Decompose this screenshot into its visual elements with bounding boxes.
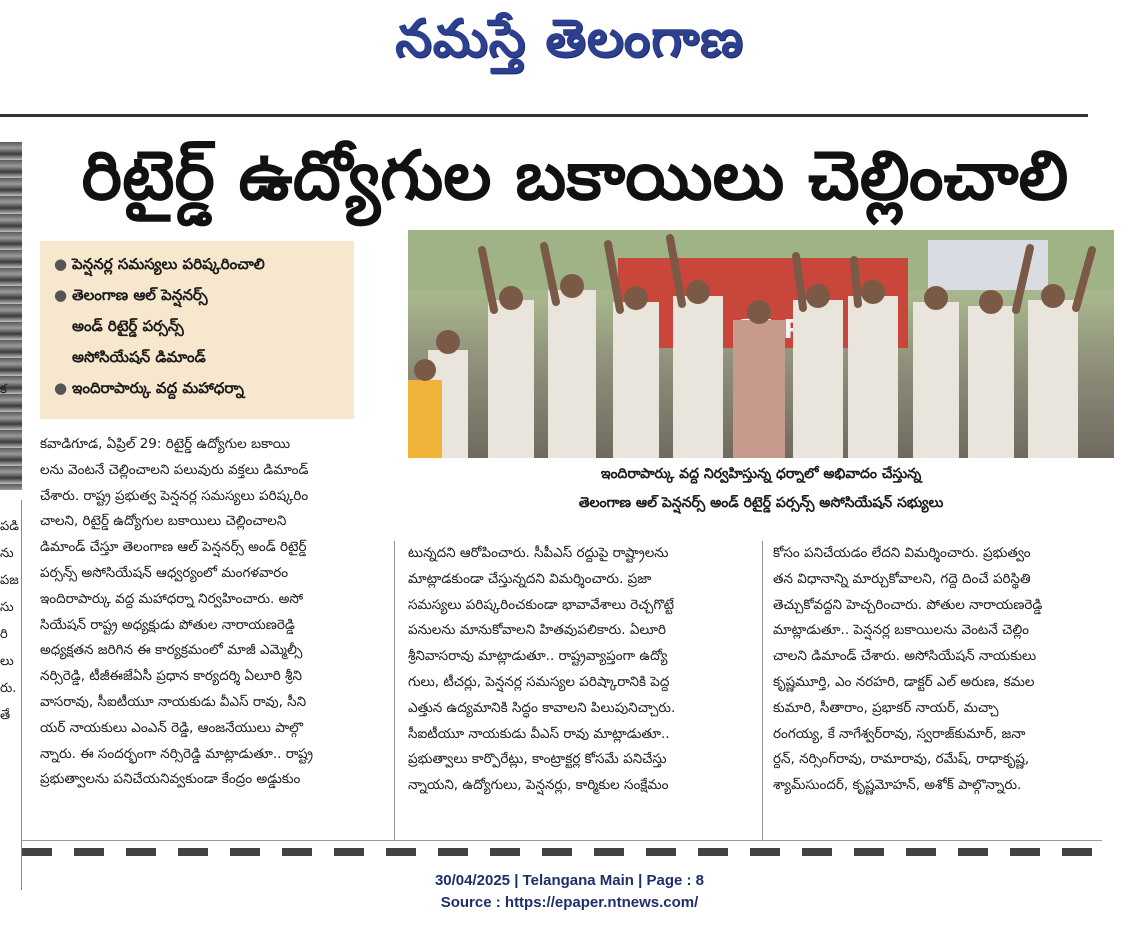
article-line: వాసరావు, సీఐటీయూ నాయకుడు వీఎస్ రావు, సీని <box>40 693 307 710</box>
next-article-fragment <box>22 848 1102 856</box>
column-divider <box>394 541 395 841</box>
fragment-text: తే <box>0 708 11 723</box>
bullet-icon: ● <box>54 379 68 397</box>
headline: రిటైర్డ్ ఉద్యోగుల బకాయిలు చెల్లించాలి <box>81 137 1069 216</box>
article-line: యర్ నాయకులు ఎంఎన్ రెడ్డి, ఆంజనేయులు పాల్గొ <box>40 719 304 736</box>
fragment-text: పడి <box>0 519 19 534</box>
article-line: ఎత్తున ఉద్యమానికి సిద్ధం కావాలని పిలుపునిచ్చారు. <box>408 699 676 716</box>
article-line: కృష్ణమూర్తి, ఎం నరహరి, డాక్టర్ ఎల్ అరుణ, కమల <box>773 673 1035 690</box>
highlight-item: ● ఇందిరాపార్కు వద్ద మహాధర్నా <box>54 373 348 404</box>
article-line: చాలని డిమాండ్ చేశారు. అసోసియేషన్ నాయకులు <box>773 648 1037 665</box>
page-footer <box>0 870 1139 914</box>
footer-source-link[interactable]: Source : https://epaper.ntnews.com/ <box>440 894 699 911</box>
fragment-text: సు <box>0 600 14 615</box>
article-column-3 <box>773 541 1113 799</box>
protest-photo <box>408 230 1114 458</box>
fragment-text: ను <box>0 546 14 561</box>
article-line: చాలని, రిటైర్డ్ ఉద్యోగుల బకాయిలు చెల్లించాలని <box>40 513 287 530</box>
protest-photo-illustration <box>408 230 1114 458</box>
article-line: కుమారి, సీతారాం, ప్రభాకర్ నాయర్, మచ్చా <box>773 699 999 716</box>
article-line: న్నాయని, ఉద్యోగులు, పెన్షనర్లు, కార్మికుల సంక్షేమం <box>408 777 669 794</box>
column-divider <box>762 541 763 841</box>
article-line: కోసం పనిచేయడం లేదని విమర్శించారు. ప్రభుత్వం <box>773 545 1031 561</box>
article-line: డిమాండ్ చేస్తూ తెలంగాణ ఆల్ పెన్షనర్స్ అండ్ రిటైర్డ్ <box>40 539 307 556</box>
adjacent-article-strip <box>0 120 22 850</box>
fragment-text: పజ <box>0 573 19 588</box>
fragment-text: లు <box>0 654 14 669</box>
article-line: ప్రభుత్వాలు కార్పొరేట్లు, కాంట్రాక్టర్ల కోసమే పనిచేస్తు <box>408 751 667 768</box>
article-line: తెచ్చుకోవద్దని హెచ్చరించారు. పోతుల నారాయణరెడ్డి <box>773 596 1043 613</box>
article-line: టున్నదని ఆరోపించారు. సీపీఎస్ రద్దుపై రాష్ట్రాలను <box>408 545 669 561</box>
article-line: ప్రభుత్వాలను పనిచేయనివ్వకుండా కేంద్రం అడ్డుకుం <box>40 771 301 788</box>
article-column-2 <box>408 541 752 799</box>
highlight-item: ● తెలంగాణ ఆల్ పెన్షనర్స్ అండ్ రిటైర్డ్ పర్సన్స్ అసోసియేషన్ డిమాండ్ <box>54 280 348 373</box>
article-line: సీఐటీయూ నాయకుడు వీఎస్ రావు మాట్లాడుతూ.. <box>408 725 670 742</box>
caption-line: ఇందిరాపార్కు వద్ద నిర్వహిస్తున్న ధర్నాలో అభివాదం చేస్తున్న <box>600 466 922 482</box>
fragment-text: రి <box>0 627 8 642</box>
article-line: పర్సన్స్ అసోసియేషన్ ఆధ్వర్యంలో మంగళవారం <box>40 564 289 581</box>
fragment-text: రు. <box>0 681 17 696</box>
article-line: శ్రీనివాసరావు మాట్లాడుతూ.. రాష్ట్రవ్యాప్తంగా ఉద్యో <box>408 648 668 665</box>
article-line: నర్సిరెడ్డి, టీజీఈజేఏసీ ప్రధాన కార్యదర్శి ఏలూరి శ్రీని <box>40 668 302 685</box>
column-divider <box>21 500 22 890</box>
article-line: అధ్యక్షతన జరిగిన ఈ కార్యక్రమంలో మాజీ ఎమ్మెల్సీ <box>40 642 303 659</box>
newspaper-logo: నమస్తే తెలంగాణ <box>395 8 744 69</box>
article-line: సమస్యలు పరిష్కరించకుండా భావావేశాలు రెచ్చగొట్టే <box>408 596 675 613</box>
article-line: న్నారు. ఈ సందర్భంగా నర్సిరెడ్డి మాట్లాడుతూ.. రాష్ట్ర <box>40 745 314 762</box>
article-line: కవాడిగూడ, ఏప్రిల్ 29: రిటైర్డ్ ఉద్యోగుల బకాయి <box>40 436 291 452</box>
article-line: రంగయ్య, కే నాగేశ్వర్‌రావు, స్వరాజ్‌కుమార్, జనా <box>773 725 1026 742</box>
article-line: మాట్లాడుతూ.. పెన్షనర్ల బకాయిలను వెంటనే చెల్లిం <box>773 622 1030 639</box>
bullet-icon: ● <box>54 255 68 273</box>
article-line: మాట్లాడకుండా చేస్తున్నదని విమర్శించారు. ప్రజా <box>408 570 652 587</box>
highlight-item: ● పెన్షనర్ల సమస్యలు పరిష్కరించాలి <box>54 249 348 280</box>
bullet-icon: ● <box>54 286 68 304</box>
footer-edition-info: 30/04/2025 | Telangana Main | Page : 8 <box>434 872 705 889</box>
caption-line: తెలంగాణ ఆల్ పెన్షనర్స్ అండ్ రిటైర్డ్ పర్సన్స్ అసోసియేషన్ సభ్యులు <box>578 495 944 511</box>
article-line: చేశారు. రాష్ట్ర ప్రభుత్వ పెన్షనర్ల సమస్యలు పరిష్కరిం <box>40 487 309 504</box>
fragment-text: క <box>0 382 7 397</box>
article-line: తన విధానాన్ని మార్చుకోవాలని, గద్దె దించే పరిస్థితి <box>773 570 1031 587</box>
adjacent-photo-fragment <box>0 142 22 490</box>
bottom-rule <box>22 840 1102 841</box>
article-line: ర్దన్, నర్సింగ్‌రావు, రామారావు, రమేష్, రాధాకృష్ణ, <box>773 751 1030 768</box>
highlights-box <box>40 241 354 419</box>
masthead <box>0 2 1139 76</box>
article-line: శ్యామ్‌సుందర్, కృష్ణమోహన్, అశోక్ పాల్గొన్నారు. <box>773 777 1022 794</box>
article-line: ఇందిరాపార్కు వద్ద మహాధర్నా నిర్వహించారు. అసో <box>40 590 304 607</box>
article-column-1 <box>40 432 382 793</box>
photo-caption <box>408 460 1114 518</box>
top-rule <box>0 114 1088 117</box>
article-line: గులు, టీచర్లు, పెన్షనర్ల సమస్యల పరిష్కారానికి పెద్ద <box>408 673 670 690</box>
article-line: పనులను మానుకోవాలని హితవుపలికారు. ఏలూరి <box>408 622 667 639</box>
article-line: లను వెంటనే చెల్లించాలని పలువురు వక్తలు డిమాండ్ <box>40 461 309 478</box>
article-line: సియేషన్ రాష్ట్ర అధ్యక్షుడు పోతుల నారాయణరెడ్డి <box>40 616 295 633</box>
